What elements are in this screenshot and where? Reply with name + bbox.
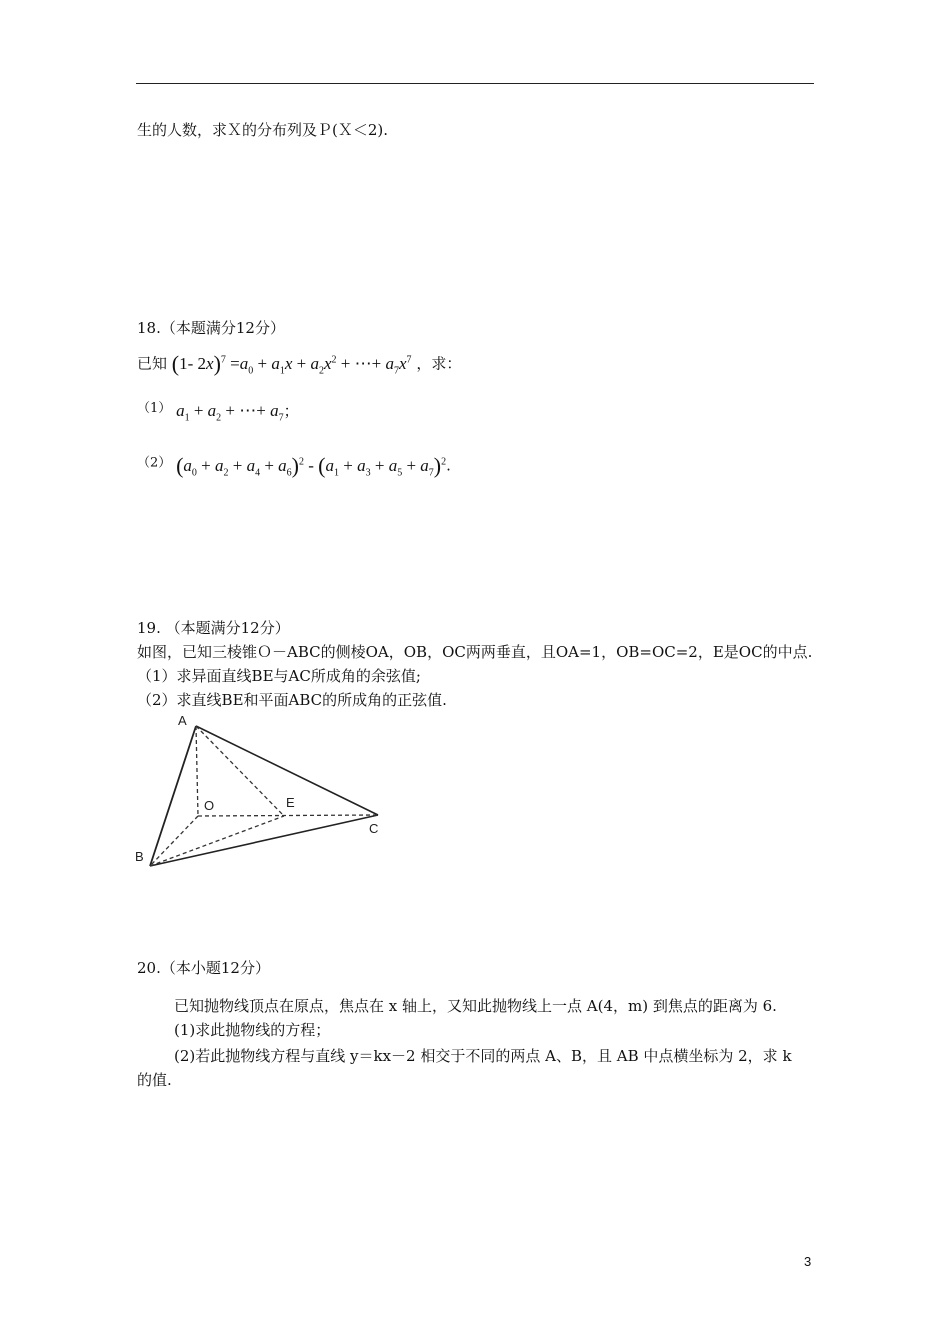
q18-part2 (137, 452, 451, 483)
q20-line1: 已知抛物线顶点在原点，焦点在 x 轴上，又知此抛物线上一点 A(4，m) 到焦点的距离为 6. (174, 997, 777, 1015)
q18-part1-suffix: ； (283, 402, 299, 420)
q18-intro-prefix: 已知 (137, 354, 168, 373)
q18-part2-label: （2） (137, 455, 172, 471)
label-a: A (178, 713, 187, 728)
edge-ob (150, 816, 198, 866)
q19-text: 如图，已知三棱锥Ｏ－ABC的侧棱OA，OB，OC两两垂直，且OA=1，OB=OC=2，E是OC的中点. (137, 643, 813, 661)
label-c: C (369, 821, 379, 836)
q18-part1 (137, 399, 299, 428)
q18-part1-formula: $a_1 + a_2$ + ⋯+ $a_7$ (176, 401, 284, 424)
q19-part1: （1）求异面直线BE与AC所成角的余弦值; (137, 667, 421, 685)
q20-line3: (2)若此抛物线方程与直线 y＝kx－2 相交于不同的两点 A、B，且 AB 中点横坐标为 2，求 k (174, 1047, 792, 1065)
q18-heading: 18.（本题满分12分） (137, 319, 285, 337)
q19-heading: 19. （本题满分12分） (137, 619, 290, 637)
pyramid-figure (132, 712, 392, 877)
q18-part2-formula: $(a_0 + a_2 + a_4 + a_6)^2 - (a_1 + a_3 + a_5 + a_7)^2$ (176, 452, 447, 479)
page-number: 3 (804, 1254, 812, 1269)
q18-expansion-formula: (1- $2x)^7 =a_0 + a_1x + a_2x^2$ + ⋯+ $a_7x^7$ (171, 350, 412, 377)
q20-line4: 的值. (137, 1071, 172, 1089)
header-rule (136, 83, 814, 84)
label-e: E (286, 795, 295, 810)
label-o: O (204, 798, 215, 813)
edge-bc (150, 815, 378, 866)
q18-part2-suffix: . (446, 456, 451, 475)
q17-tail-text: 生的人数，求Ｘ的分布列及Ｐ(Ｘ＜2). (137, 121, 389, 139)
q18-intro-suffix: ，求： (416, 354, 462, 373)
edge-oc (198, 815, 378, 816)
q18-part1-label: （1） (137, 401, 172, 416)
edge-ao (196, 726, 198, 816)
q20-heading: 20.（本小题12分） (137, 959, 270, 977)
q20-line2: (1)求此抛物线的方程； (174, 1021, 331, 1039)
label-b: B (135, 849, 144, 864)
q18-intro (137, 350, 461, 381)
edge-ab (150, 726, 196, 866)
q19-part2: （2）求直线BE和平面ABC的所成角的正弦值. (137, 691, 447, 709)
